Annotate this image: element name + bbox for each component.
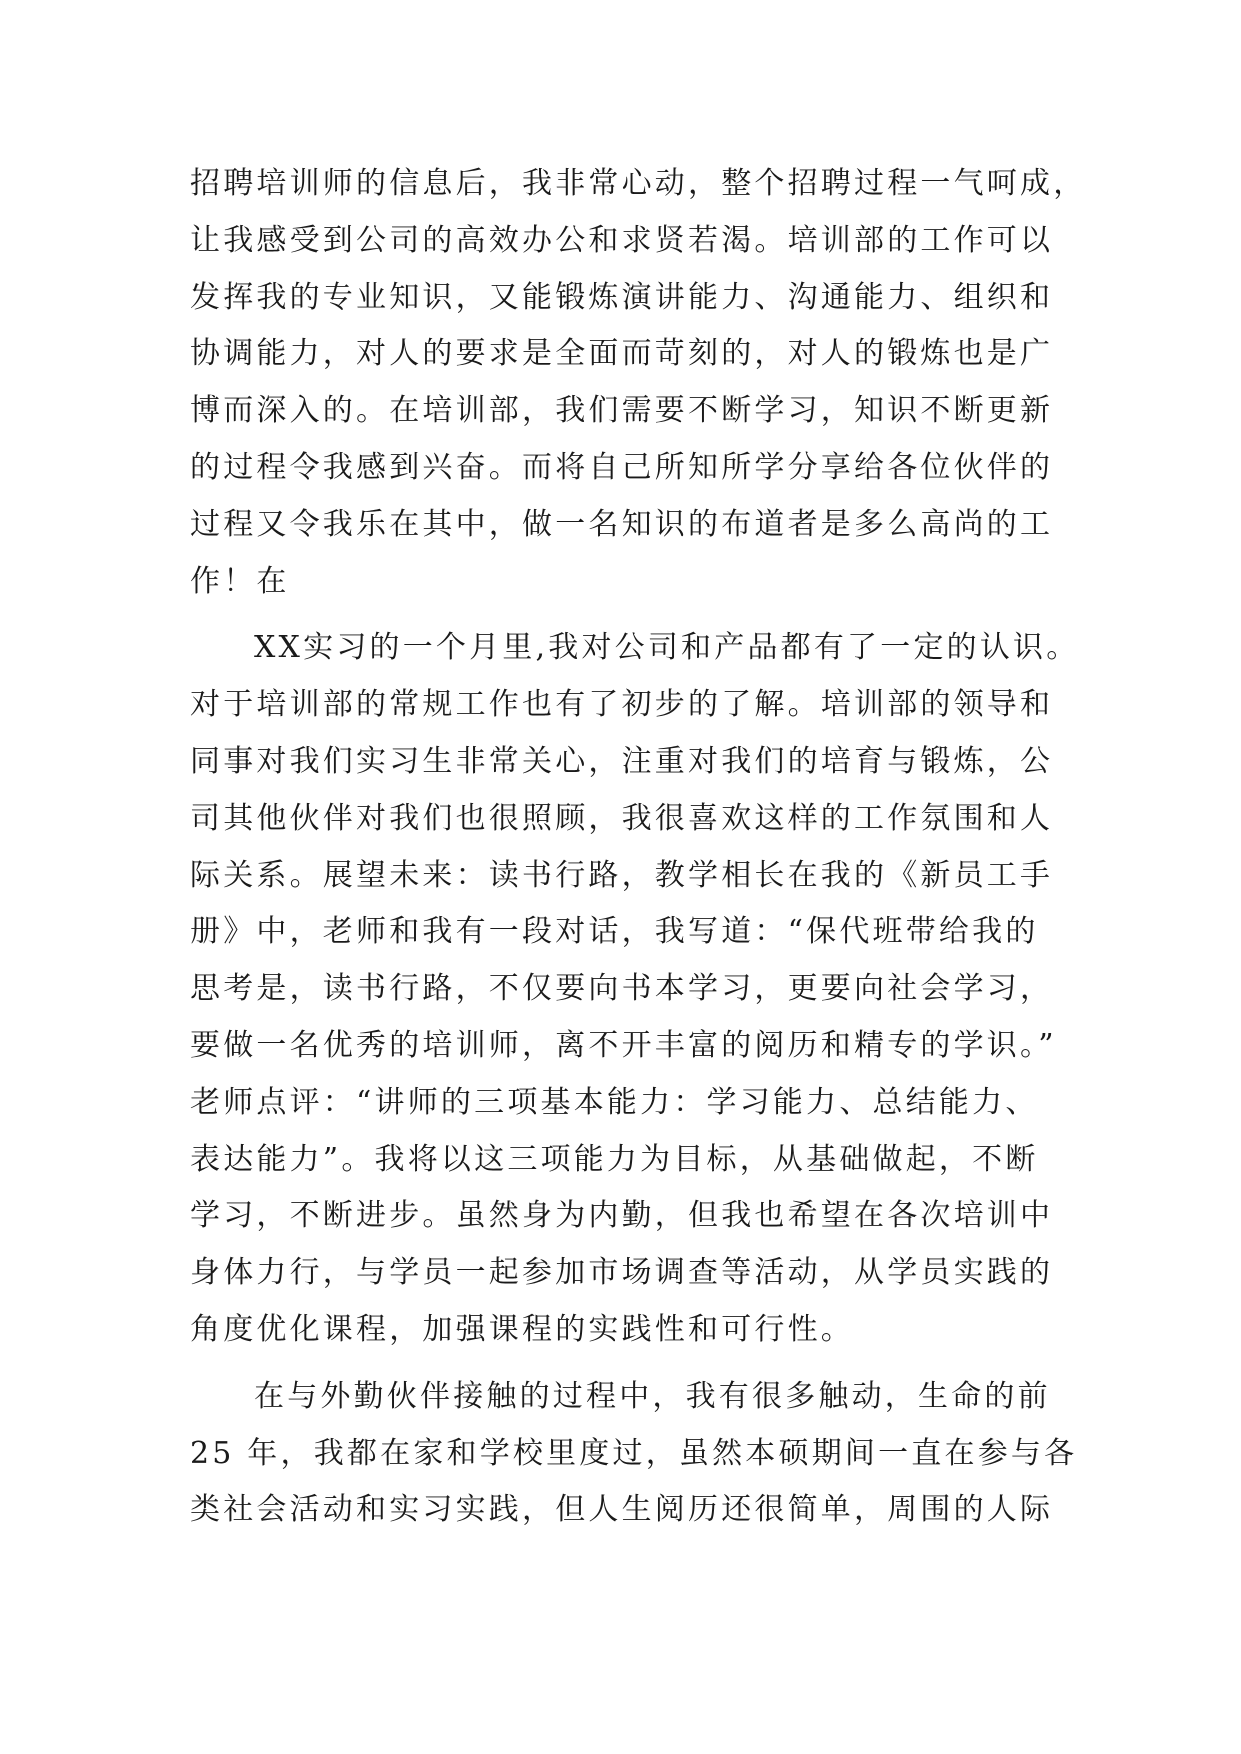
text-line: 角度优化课程，加强课程的实践性和可行性。 — [190, 1311, 854, 1347]
text-line: 过程又令我乐在其中，做一名知识的布道者是多么高尚的工 — [190, 506, 1054, 542]
text-line: 学习，不断进步。虽然身为内勤，但我也希望在各次培训中 — [190, 1198, 1054, 1234]
text-line: 25 年，我都在家和学校里度过，虽然本硕期间一直在参与各 — [190, 1435, 1078, 1471]
text-line: 老师点评：“讲师的三项基本能力：学习能力、总结能力、 — [190, 1084, 1039, 1120]
text-line: 招聘培训师的信息后，我非常心动，整个招聘过程一气呵成， — [190, 166, 1087, 201]
text-line: 类社会活动和实习实践，但人生阅历还很简单，周围的人际 — [190, 1492, 1054, 1528]
body-text — [190, 156, 1087, 1539]
text-line: 册》中，老师和我有一段对话，我写道：“保代班带给我的 — [190, 914, 1039, 950]
text-line: 对于培训部的常规工作也有了初步的了解。培训部的领导和 — [190, 687, 1054, 723]
text-line: 作！在 — [190, 563, 290, 599]
text-line: 际关系。展望未来：读书行路，教学相长在我的《新员工手 — [190, 857, 1054, 893]
paragraph-start-line: 在与外勤伙伴接触的过程中，我有很多触动，生命的前 — [254, 1378, 1051, 1414]
text-line: 表达能力”。我将以这三项能力为目标，从基础做起，不断 — [190, 1141, 1039, 1177]
text-line: 的过程令我感到兴奋。而将自己所知所学分享给各位伙伴的 — [190, 449, 1054, 485]
text-line: 司其他伙伴对我们也很照顾，我很喜欢这样的工作氛围和人 — [190, 800, 1054, 836]
text-line: 发挥我的专业知识，又能锻炼演讲能力、沟通能力、组织和 — [190, 279, 1054, 315]
text-line: 身体力行，与学员一起参加市场调查等活动，从学员实践的 — [190, 1255, 1054, 1291]
text-line: 让我感受到公司的高效办公和求贤若渴。培训部的工作可以 — [190, 222, 1054, 258]
paragraph-start-line: XX实习的一个月里,我对公司和产品都有了一定的认识。 — [254, 630, 1080, 666]
text-line: 思考是，读书行路，不仅要向书本学习，更要向社会学习， — [190, 971, 1054, 1007]
text-line: 协调能力，对人的要求是全面而苛刻的，对人的锻炼也是广 — [190, 336, 1054, 372]
text-line: 要做一名优秀的培训师，离不开丰富的阅历和精专的学识。” — [190, 1027, 1057, 1063]
text-line: 博而深入的。在培训部，我们需要不断学习，知识不断更新 — [190, 393, 1054, 429]
text-line: 同事对我们实习生非常关心，注重对我们的培育与锻炼，公 — [190, 743, 1054, 779]
